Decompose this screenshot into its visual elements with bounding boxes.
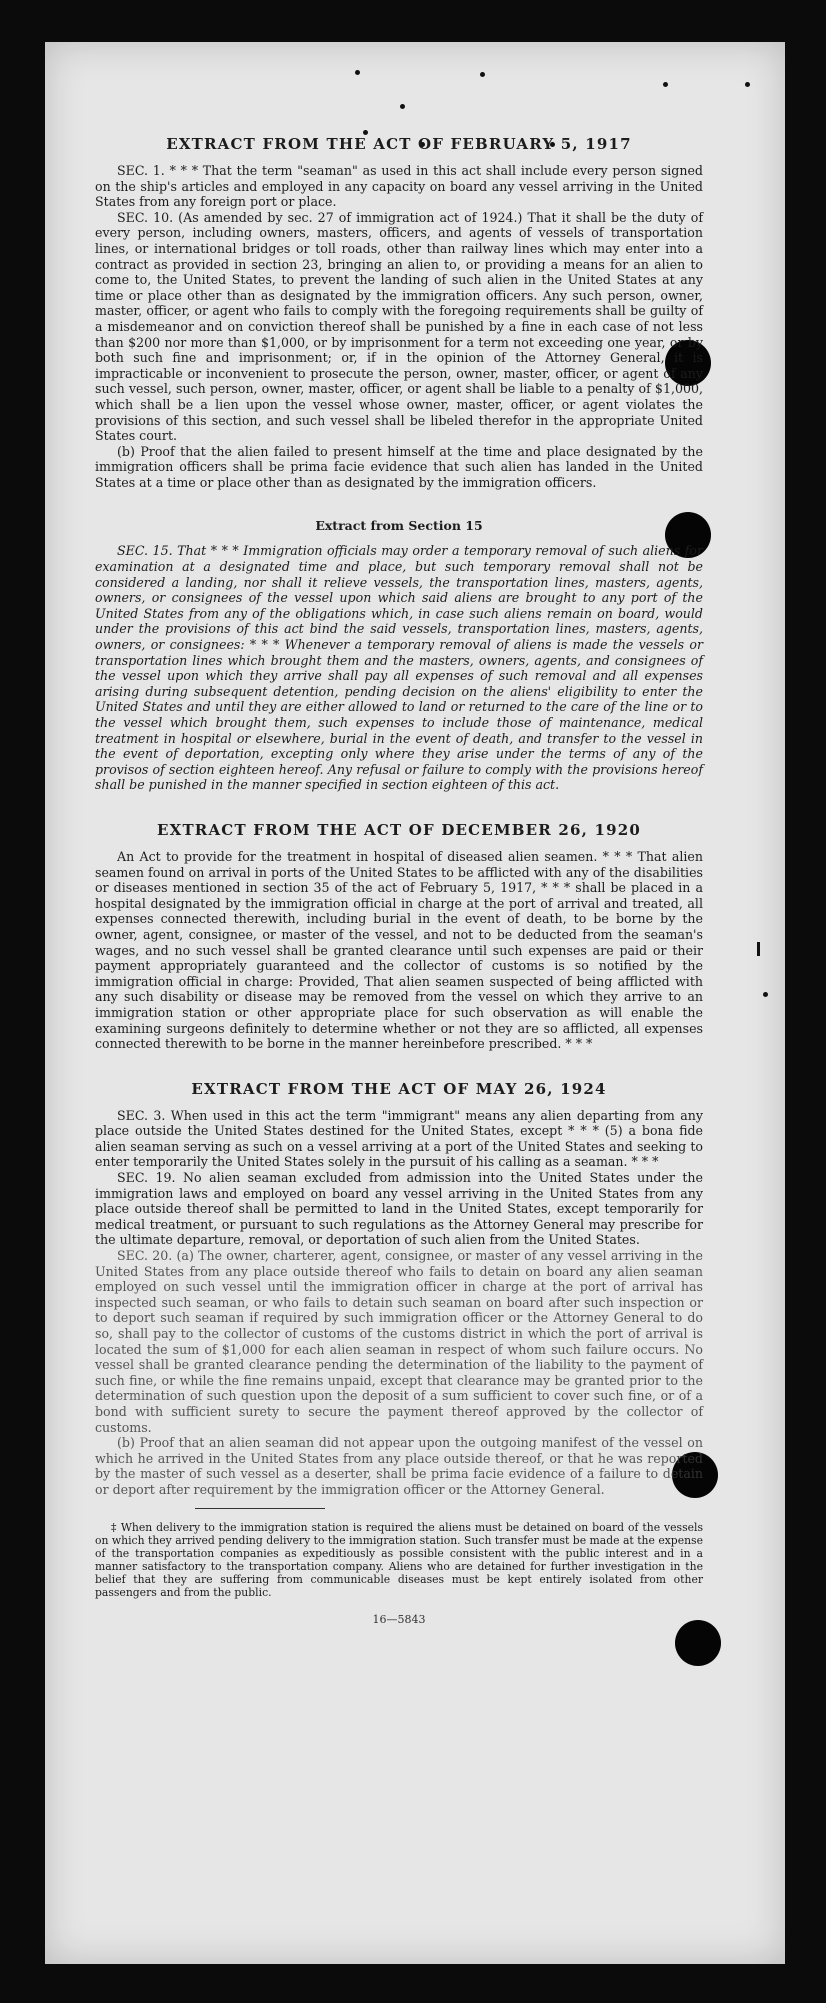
paragraph: SEC. 3. When used in this act the term "immigrant" means any alien departing from any place outside the United States destined for the United States, except * * * (5) a bona fide alien seaman serving as such on a vessel arriving at a port of the United States and seeking to enter temporarily the United States solely in the pursuit of his calling as a seaman. * * * [95, 1107, 703, 1170]
section-heading: EXTRACT FROM THE ACT OF FEBRUARY 5, 1917 [166, 135, 632, 153]
scan-speck [663, 82, 668, 87]
section-act-1917 [95, 135, 703, 490]
margin-mark [757, 942, 760, 956]
page-number: 16—5843 [372, 1612, 426, 1626]
paragraph: SEC. 1. * * * That the term "seaman" as used in this act shall include every person signed on the ship's articles and employed in any capacity on board any vessel arriving in the United States from any foreign port or place. [95, 163, 703, 210]
section-heading: EXTRACT FROM THE ACT OF MAY 26, 1924 [191, 1079, 607, 1098]
footnote-divider [195, 1508, 325, 1509]
scan-speck [400, 104, 405, 109]
paragraph: SEC. 19. No alien seaman excluded from admission into the United States under the immigration laws and employed on board any vessel arriving in the United States from any place outside thereof shall be permitted to land in the United States, except temporarily for medical treatment, or pursuant to such regulations as the Attorney General may prescribe for the ultimate departure, removal, or deportation of such alien from the United States. [95, 1170, 703, 1248]
section-heading: Extract from Section 15 [315, 518, 483, 534]
scan-speck [480, 72, 485, 77]
paragraph: (b) Proof that an alien seaman did not appear upon the outgoing manifest of the vessel on which he arrived in the United States from any place outside thereof, or that he was reported by the master of such vessel as a deserter, shall be prima facie evidence of a failure to detain or deport after requirement by the immigration officer or the Attorney General. [95, 1435, 703, 1497]
scan-speck [355, 70, 360, 75]
section-act-1924 [95, 1080, 703, 1498]
section-act-1920 [95, 821, 703, 1052]
scan-speck [763, 992, 768, 997]
punch-hole [675, 1620, 721, 1666]
footnote: ‡ When delivery to the immigration station is required the aliens must be detained on board of the vessels on which they arrived pending delivery to the immigration station. Such transfer must be made at the expense of the transportation companies as expeditiously as possible consistent with the public interest and in a manner satisfactory to the transportation company. Aliens who are detained for further investigation in the belief that they are suffering from communicable diseases must be kept entirely isolated from other passengers and from the public. [95, 1520, 703, 1599]
document-body [95, 135, 703, 1626]
paragraph: An Act to provide for the treatment in hospital of diseased alien seamen. * * * That alien seamen found on arrival in ports of the United States to be afflicted with any of the disabilities or diseases mentioned in section 35 of the act of February 5, 1917, * * * shall be placed in a hospital designated by the immigration official in charge at the port of arrival and treated, all expenses connected therewith, including burial in the event of death, to be borne by the owner, agent, consignee, or master of the vessel, and not to be deducted from the seaman's wages, and no such vessel shall be granted clearance until such expenses are paid or their payment appropriately guaranteed and the collector of customs is so notified by the immigration official in charge: Provided, That alien seamen suspected of being afflicted with any such disability or disease may be removed from the vessel on which they arrive to an immigration station or other appropriate place for such observation as will enable the examining surgeons definitely to determine whether or not they are so afflicted, all expenses connected therewith to be borne in the manner hereinbefore prescribed. * * * [95, 848, 703, 1052]
paragraph: (b) Proof that the alien failed to present himself at the time and place designated by the immigration officers shall be prima facie evidence that such alien has landed in the United States at a time or place other than as designated by the immigration officers. [95, 443, 703, 490]
section-heading: EXTRACT FROM THE ACT OF DECEMBER 26, 1920 [156, 820, 642, 839]
paragraph: SEC. 10. (As amended by sec. 27 of immigration act of 1924.) That it shall be the duty of every person, including owners, masters, officers, and agents of vessels of transportation lines, or international bridges or toll roads, other than railway lines which may enter into a contract as provided in section 23, bringing an alien to, or providing a means for an alien to come to, the United States, to prevent the landing of such alien in the United States at any time or place other than as designated by the immigration officers. Any such person, owner, master, officer, or agent who fails to comply with the foregoing requirements shall be guilty of a misdemeanor and on conviction thereof shall be punished by a fine in each case of not less than $200 nor more than $1,000, or by imprisonment for a term not exceeding one year, or by both such fine and imprisonment; or, if in the opinion of the Attorney General, it is impracticable or inconvenient to prosecute the person, owner, master, officer, or agent of any such vessel, such person, owner, master, officer, or agent shall be liable to a penalty of $1,000, which shall be a lien upon the vessel whose owner, master, officer, or agent violates the provisions of this section, and such vessel shall be libeled therefor in the appropriate United States court. [95, 209, 703, 444]
section-15-extract [95, 518, 703, 793]
scan-speck [745, 82, 750, 87]
paragraph: SEC. 15. That * * * Immigration officials may order a temporary removal of such aliens for examination at a designated time and place, but such temporary removal shall not be considered a landing, nor shall it relieve vessels, the transportation lines, masters, agents, owners, or consignees of the vessel upon which said aliens are brought to any port of the United States from any of the obligations which, in case such aliens remain on board, would under the provisions of this act bind the said vessels, transportation lines, masters, agents, owners, or consignees: * * * Whenever a temporary removal of aliens is made the vessels or transportation lines which brought them and the masters, owners, agents, and consignees of the vessel upon which they arrive shall pay all expenses of such removal and all expenses arising during subsequent detention, pending decision on the aliens' eligibility to enter the United States and until they are either allowed to land or returned to the care of the line or to the vessel which brought them, such expenses to include those of maintenance, medical treatment in hospital or elsewhere, burial in the event of death, and transfer to the vessel in the event of deportation, excepting only where they arise under the terms of any of the provisos of section eighteen hereof. Any refusal or failure to comply with the provisions hereof shall be punished in the manner specified in section eighteen of this act. [95, 543, 703, 793]
paragraph: SEC. 20. (a) The owner, charterer, agent, consignee, or master of any vessel arriving in the United States from any place outside thereof who fails to detain on board any alien seaman employed on such vessel until the immigration officer in charge at the port of arrival has inspected such seaman, or who fails to detain such seaman on board after such inspection or to deport such seaman if required by such immigration officer or the Attorney General to do so, shall pay to the collector of customs of the customs district in which the port of arrival is located the sum of $1,000 for each alien seaman in respect of whom such failure occurs. No vessel shall be granted clearance pending the determination of the liability to the payment of such fine, or while the fine remains unpaid, except that clearance may be granted prior to the determination of such question upon the deposit of a sum sufficient to cover such fine, or of a bond with sufficient surety to secure the payment thereof approved by the collector of customs. [95, 1248, 703, 1435]
